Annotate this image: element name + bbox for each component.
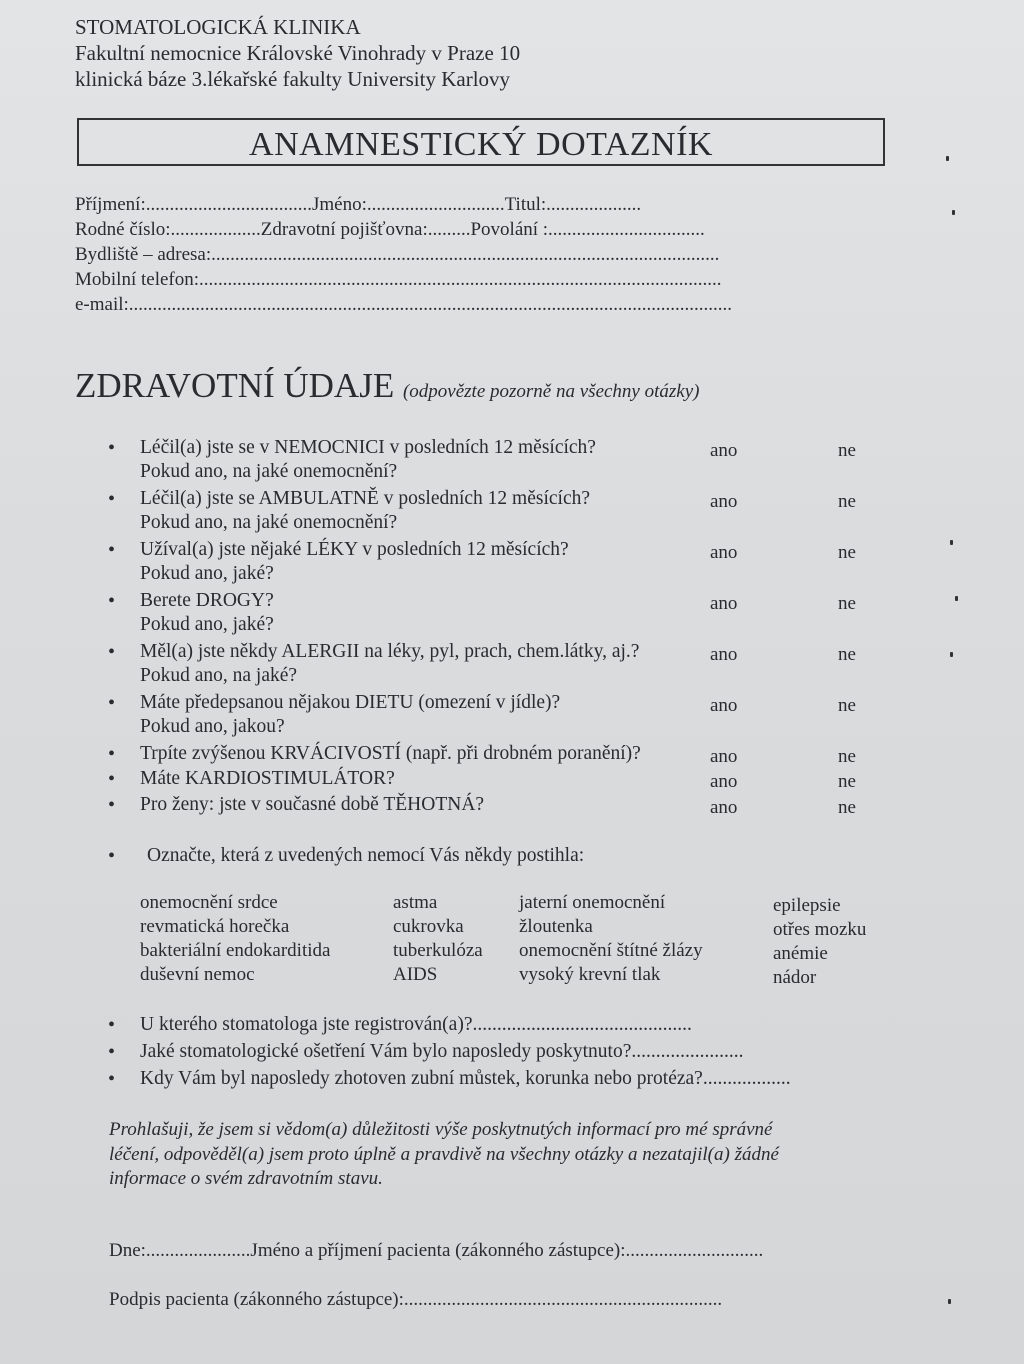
paper-speck (948, 1299, 951, 1304)
question-followup: Pokud ano, jaké? (140, 614, 274, 635)
question-text: Berete DROGY? (140, 590, 274, 611)
paper-speck (955, 596, 958, 601)
field-surname-name-title[interactable]: Příjmení:...................................Jméno:.............................Titul:.................... (75, 194, 642, 215)
disease-option[interactable]: žloutenka (519, 916, 593, 937)
bullet: • (108, 1068, 116, 1090)
disease-option[interactable]: jaterní onemocnění (519, 892, 666, 913)
bullet: • (108, 437, 116, 459)
question-text: Trpíte zvýšenou KRVÁCIVOSTÍ (např. při drobném poranění)? (140, 743, 641, 764)
question-followup: Pokud ano, jakou? (140, 716, 285, 737)
question-text: Užíval(a) jste nějaké LÉKY v posledních 12 měsících? (140, 539, 569, 560)
question-text: Léčil(a) jste se v NEMOCNICI v posledních 12 měsících? (140, 437, 596, 458)
field-address[interactable]: Bydliště – adresa:........................................................................................................... (75, 244, 720, 265)
bullet: • (108, 539, 116, 561)
faculty-name: klinická báze 3.lékařské fakulty University Karlovy (75, 67, 511, 91)
clinic-name: STOMATOLOGICKÁ KLINIKA (75, 15, 361, 39)
bullet: • (108, 692, 116, 714)
hospital-name: Fakultní nemocnice Královské Vinohrady v Praze 10 (75, 41, 521, 65)
bullet: • (108, 1014, 116, 1036)
bullet: • (108, 794, 116, 816)
disease-option[interactable]: cukrovka (393, 916, 464, 937)
answer-no[interactable]: ne (838, 771, 856, 792)
answer-no[interactable]: ne (838, 746, 856, 767)
answer-yes[interactable]: ano (710, 440, 738, 461)
paper-speck (946, 156, 949, 161)
answer-yes[interactable]: ano (710, 746, 738, 767)
bullet: • (108, 743, 116, 765)
disease-option[interactable]: revmatická horečka (140, 916, 290, 937)
signature-line[interactable]: Podpis pacienta (zákonného zástupce):................................................................... (109, 1289, 723, 1310)
disease-option[interactable]: onemocnění srdce (140, 892, 278, 913)
disease-option[interactable]: otřes mozku (773, 919, 867, 940)
answer-yes[interactable]: ano (710, 593, 738, 614)
health-note: (odpovězte pozorně na všechny otázky) (402, 381, 700, 402)
extra-question[interactable]: Kdy Vám byl naposledy zhotoven zubní můstek, korunka nebo protéza?.................. (140, 1068, 791, 1089)
answer-no[interactable]: ne (838, 542, 856, 563)
field-mobile[interactable]: Mobilní telefon:.............................................................................................................. (75, 269, 722, 290)
question-followup: Pokud ano, na jaké? (140, 665, 298, 686)
answer-no[interactable]: ne (838, 644, 856, 665)
paper-speck (952, 210, 955, 215)
answer-no[interactable]: ne (838, 695, 856, 716)
paper-speck (950, 652, 953, 657)
answer-yes[interactable]: ano (710, 797, 738, 818)
health-section-heading (75, 366, 699, 406)
answer-no[interactable]: ne (838, 797, 856, 818)
question-text: Pro ženy: jste v současné době TĚHOTNÁ? (140, 794, 485, 815)
answer-yes[interactable]: ano (710, 644, 738, 665)
extra-question[interactable]: U kterého stomatologa jste registrován(a)?............................................. (140, 1014, 692, 1035)
question-text: Léčil(a) jste se AMBULATNĚ v posledních 12 měsících? (140, 488, 591, 509)
answer-yes[interactable]: ano (710, 542, 738, 563)
disease-option[interactable]: astma (393, 892, 438, 913)
form-title: ANAMNESTICKÝ DOTAZNÍK (249, 126, 713, 163)
field-email[interactable]: e-mail:............................................................................................................................... (75, 294, 733, 315)
form-title-box (77, 118, 885, 166)
question-followup: Pokud ano, na jaké onemocnění? (140, 461, 398, 482)
answer-yes[interactable]: ano (710, 491, 738, 512)
disease-option[interactable]: anémie (773, 943, 828, 964)
field-birth-number-insurance-profession[interactable]: Rodné číslo:...................Zdravotní pojišťovna:.........Povolání :................................. (75, 219, 705, 240)
declaration-line-3: informace o svém zdravotním stavu. (109, 1168, 383, 1189)
bullet: • (108, 768, 116, 790)
bullet: • (108, 641, 116, 663)
bullet: • (108, 1041, 116, 1063)
bullet: • (108, 488, 116, 510)
question-text: Máte KARDIOSTIMULÁTOR? (140, 768, 395, 789)
disease-option[interactable]: epilepsie (773, 895, 841, 916)
disease-option[interactable]: vysoký krevní tlak (519, 964, 661, 985)
disease-option[interactable]: onemocnění štítné žlázy (519, 940, 703, 961)
answer-no[interactable]: ne (838, 440, 856, 461)
answer-yes[interactable]: ano (710, 771, 738, 792)
question-followup: Pokud ano, jaké? (140, 563, 274, 584)
declaration-line-1: Prohlašuji, že jsem si vědom(a) důležitosti výše poskytnutých informací pro mé správné (109, 1119, 773, 1140)
answer-no[interactable]: ne (838, 593, 856, 614)
date-name-line[interactable]: Dne:......................Jméno a příjmení pacienta (zákonného zástupce):............................. (109, 1240, 764, 1261)
question-followup: Pokud ano, na jaké onemocnění? (140, 512, 398, 533)
diseases-prompt: Označte, která z uvedených nemocí Vás někdy postihla: (147, 845, 585, 866)
declaration-line-2: léčení, odpověděl(a) jsem proto úplně a pravdivě na všechny otázky a nezatajil(a) žádné (109, 1144, 779, 1165)
answer-yes[interactable]: ano (710, 695, 738, 716)
bullet: • (108, 845, 116, 867)
disease-option[interactable]: AIDS (393, 964, 438, 985)
question-text: Měl(a) jste někdy ALERGII na léky, pyl, prach, chem.látky, aj.? (140, 641, 640, 662)
health-heading: ZDRAVOTNÍ ÚDAJE (75, 366, 395, 405)
disease-option[interactable]: duševní nemoc (140, 964, 255, 985)
paper-speck (950, 540, 953, 545)
disease-option[interactable]: nádor (773, 967, 817, 988)
answer-no[interactable]: ne (838, 491, 856, 512)
extra-question[interactable]: Jaké stomatologické ošetření Vám bylo naposledy poskytnuto?....................... (140, 1041, 744, 1062)
disease-option[interactable]: tuberkulóza (393, 940, 483, 961)
bullet: • (108, 590, 116, 612)
question-text: Máte předepsanou nějakou DIETU (omezení v jídle)? (140, 692, 561, 713)
disease-option[interactable]: bakteriální endokarditida (140, 940, 331, 961)
